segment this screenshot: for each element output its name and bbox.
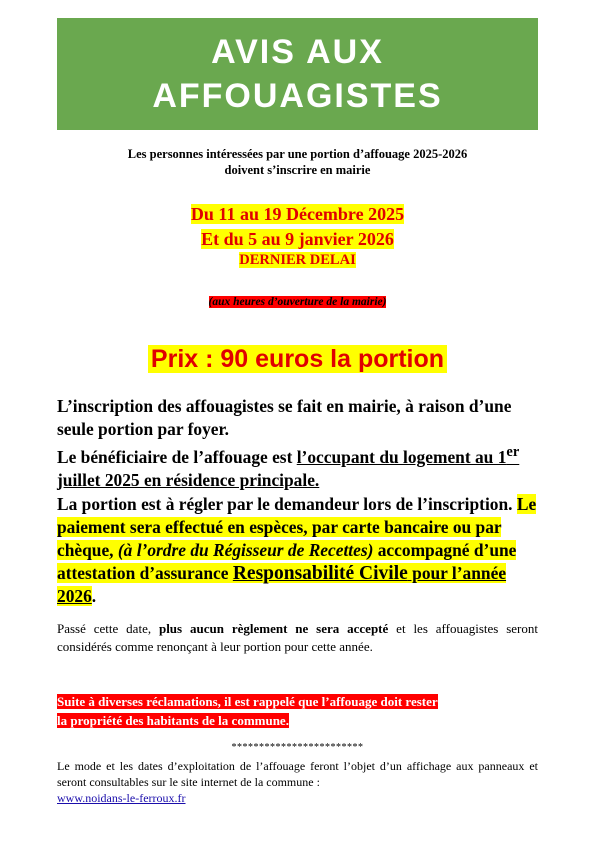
dates-line-1 <box>0 203 595 226</box>
title-line-1: AVIS AUX <box>211 33 384 71</box>
paragraph-payment: La portion est à régler par le demandeur lors de l’inscription. Le paiement sera effectué en espèces, par carte bancaire ou par chèque, (à l’ordre du Régisseur de Recettes) accompagné d’une attestation d’assurance Responsabilité Civile pour l’année 2026. <box>57 493 537 607</box>
intro-line-2: doivent s’inscrire en mairie <box>224 163 371 177</box>
title-banner <box>57 18 538 130</box>
reminder-notice <box>57 692 557 730</box>
intro-line-1: Les personnes intéressées par une portion d’affouage 2025-2026 <box>127 147 468 161</box>
dates-range-2: Et du 5 au 9 janvier 2026 <box>201 229 394 249</box>
deadline-line <box>0 250 595 270</box>
opening-hours-note: (aux heures d’ouverture de la mairie) <box>208 296 387 308</box>
after-date-notice: Passé cette date, plus aucun règlement ne sera accepté et les affouagistes seront considérés comme renonçant à leur portion pour cette année. <box>57 621 538 654</box>
footer-text: Le mode et les dates d’exploitation de l’affouage feront l’objet d’un affichage aux panneaux et seront consultables sur le site internet de la commune : www.noidans-le-ferroux.fr <box>57 759 538 805</box>
deadline-text: DERNIER DELAI <box>239 252 356 268</box>
website-link[interactable]: www.noidans-le-ferroux.fr <box>57 791 186 805</box>
paragraph-registration: L’inscription des affouagistes se fait en mairie, à raison d’une seule portion par foyer. <box>57 396 512 440</box>
main-text <box>57 395 542 609</box>
reminder-line-1: Suite à diverses réclamations, il est rappelé que l’affouage doit rester <box>57 694 438 709</box>
price-line <box>0 342 595 376</box>
hours-line <box>0 292 595 310</box>
title-line-2: AFFOUAGISTES <box>152 77 443 115</box>
price-text: Prix : 90 euros la portion <box>148 345 447 373</box>
paragraph-beneficiary: Le bénéficiaire de l’affouage est l’occupant du logement au 1er juillet 2025 en résidence principale. <box>57 444 520 491</box>
payment-highlight: Le paiement sera effectué en espèces, par carte bancaire ou par chèque, (à l’ordre du Régisseur de Recettes) accompagné d’une attestation d’assurance Responsabilité Civile pour l’année 2026 <box>57 493 537 607</box>
separator-stars: ************************ <box>231 742 364 753</box>
civil-liability: Responsabilité Civile <box>232 563 408 585</box>
dates-line-2 <box>0 228 595 251</box>
dates-range-1: Du 11 au 19 Décembre 2025 <box>190 204 405 224</box>
reminder-line-2: la propriété des habitants de la commune. <box>57 713 289 728</box>
occupant-underlined: l’occupant du logement au 1er juillet 2025 en résidence principale. <box>57 444 520 491</box>
